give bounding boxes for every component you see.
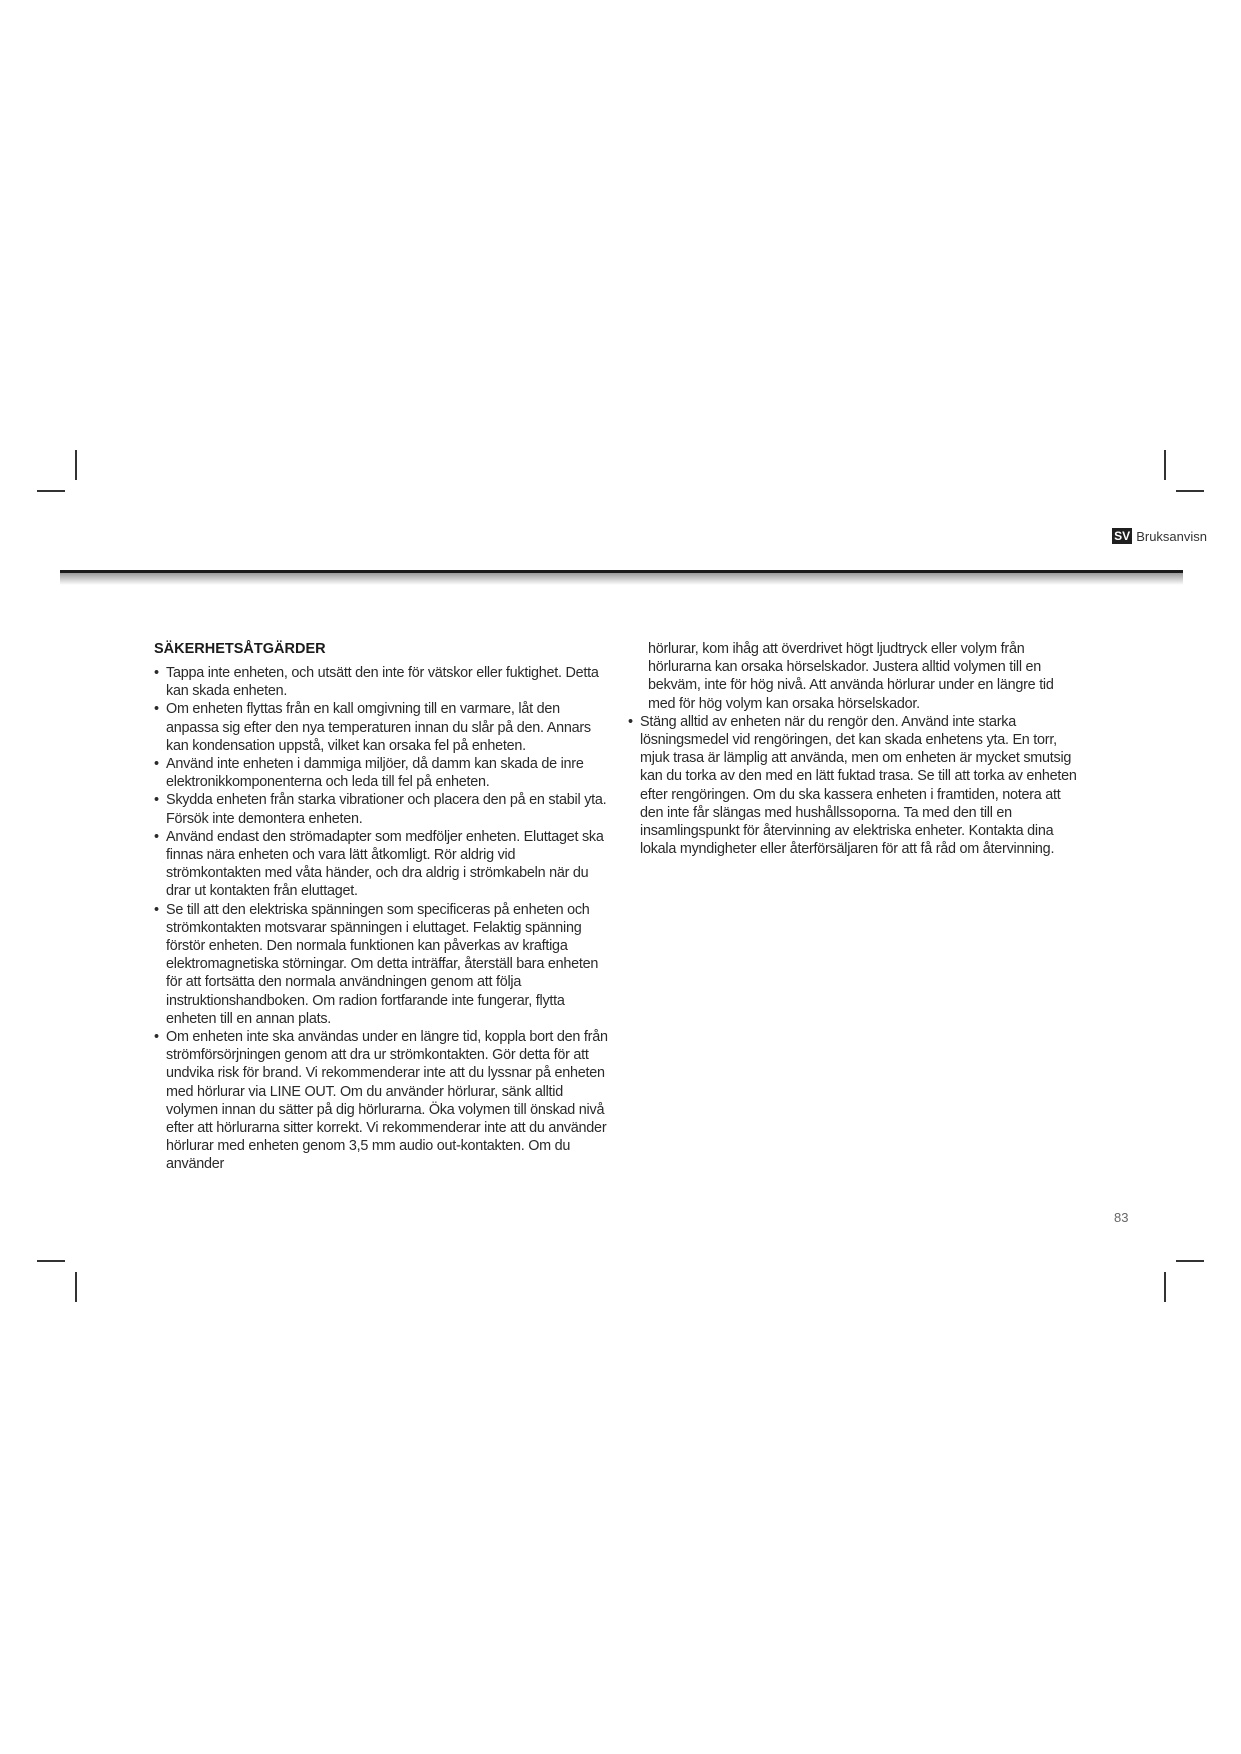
safety-item: • Skydda enheten från starka vibrationer och placera den på en stabil yta. Försök inte demontera enheten. (154, 791, 609, 827)
crop-mark-top-left-vertical (75, 450, 77, 480)
safety-list-continued (628, 713, 1083, 859)
safety-item: • Om enheten flyttas från en kall omgivning till en varmare, låt den anpassa sig efter den nya temperaturen innan du slår på den. Annars kan kondensation uppstå, vilket kan orsaka fel på enheten. (154, 700, 609, 755)
crop-mark-bottom-right-vertical (1164, 1272, 1166, 1302)
crop-mark-top-right-vertical (1164, 450, 1166, 480)
safety-item: • Stäng alltid av enheten när du rengör den. Använd inte starka lösningsmedel vid rengöringen, det kan skada enhetens yta. En torr, mjuk trasa är lämplig att använda, men om enheten är mycket smutsig kan du torka av den med en lätt fuktad trasa. Se till att torka av enheten efter rengöringen. Om du ska kassera enheten i framtiden, notera att den inte får slängas med hushållssoporna. Ta med den till en insamlingspunkt för återvinning av elektriska enheter. Kontakta dina lokala myndigheter eller återförsäljaren för att få råd om återvinning. (628, 713, 1083, 859)
safety-item: • Om enheten inte ska användas under en längre tid, koppla bort den från strömförsörjningen genom att dra ur strömkontakten. Gör detta för att undvika risk för brand. Vi rekommenderar inte att du lyssnar på enheten med hörlurar via LINE OUT. Om du använder hörlurar, sänk alltid volymen innan du sätter på dig hörlurarna. Öka volymen till önskad nivå efter att hörlurarna sitter korrekt. Vi rekommenderar inte att du använder hörlurar med enheten genom 3,5 mm audio out-kontakten. Om du använder (154, 1028, 609, 1174)
section-heading: SÄKERHETSÅTGÄRDER (154, 641, 326, 657)
crop-mark-top-left-horizontal (37, 490, 65, 492)
crop-mark-bottom-left-horizontal (37, 1260, 65, 1262)
safety-item: • Se till att den elektriska spänningen som specificeras på enheten och strömkontakten motsvarar spänningen i eluttaget. Felaktig spänning förstör enheten. Den normala funktionen kan påverkas av kraftiga elektromagnetiska störningar. Om detta inträffar, återställ bara enheten för att fortsätta den normala användningen genom att följa instruktionshandboken. Om radion fortfarande inte fungerar, flytta enheten till en annan plats. (154, 901, 609, 1028)
continued-text: hörlurar, kom ihåg att överdrivet högt ljudtryck eller volym från hörlurarna kan orsaka hörselskador. Justera alltid volymen till en bekväm, inte för hög nivå. Att använda hörlurar under en längre tid med för hög volym kan orsaka hörselskador. (648, 641, 1054, 712)
page-number: 83 (1114, 1210, 1129, 1225)
language-badge: SV (1114, 529, 1131, 543)
crop-mark-bottom-right-horizontal (1176, 1260, 1204, 1262)
left-column (154, 640, 609, 1174)
header-rule-shadow (60, 573, 1183, 585)
safety-item: • Använd endast den strömadapter som medföljer enheten. Eluttaget ska finnas nära enheten och vara lätt åtkomligt. Rör aldrig vid strömkontakten med våta händer, och dra aldrig i strömkabeln när du drar ut kontakten från eluttaget. (154, 828, 609, 901)
safety-item: • Tappa inte enheten, och utsätt den inte för vätskor eller fuktighet. Detta kan skada enheten. (154, 664, 609, 700)
crop-mark-top-right-horizontal (1176, 490, 1204, 492)
page-header (1112, 528, 1207, 544)
header-title: Bruksanvisn (1136, 528, 1207, 544)
safety-item: • Använd inte enheten i dammiga miljöer, då damm kan skada de inre elektronikkomponenterna och leda till fel på enheten. (154, 755, 609, 791)
right-column (628, 640, 1083, 858)
crop-mark-bottom-left-vertical (75, 1272, 77, 1302)
safety-list (154, 664, 609, 1174)
